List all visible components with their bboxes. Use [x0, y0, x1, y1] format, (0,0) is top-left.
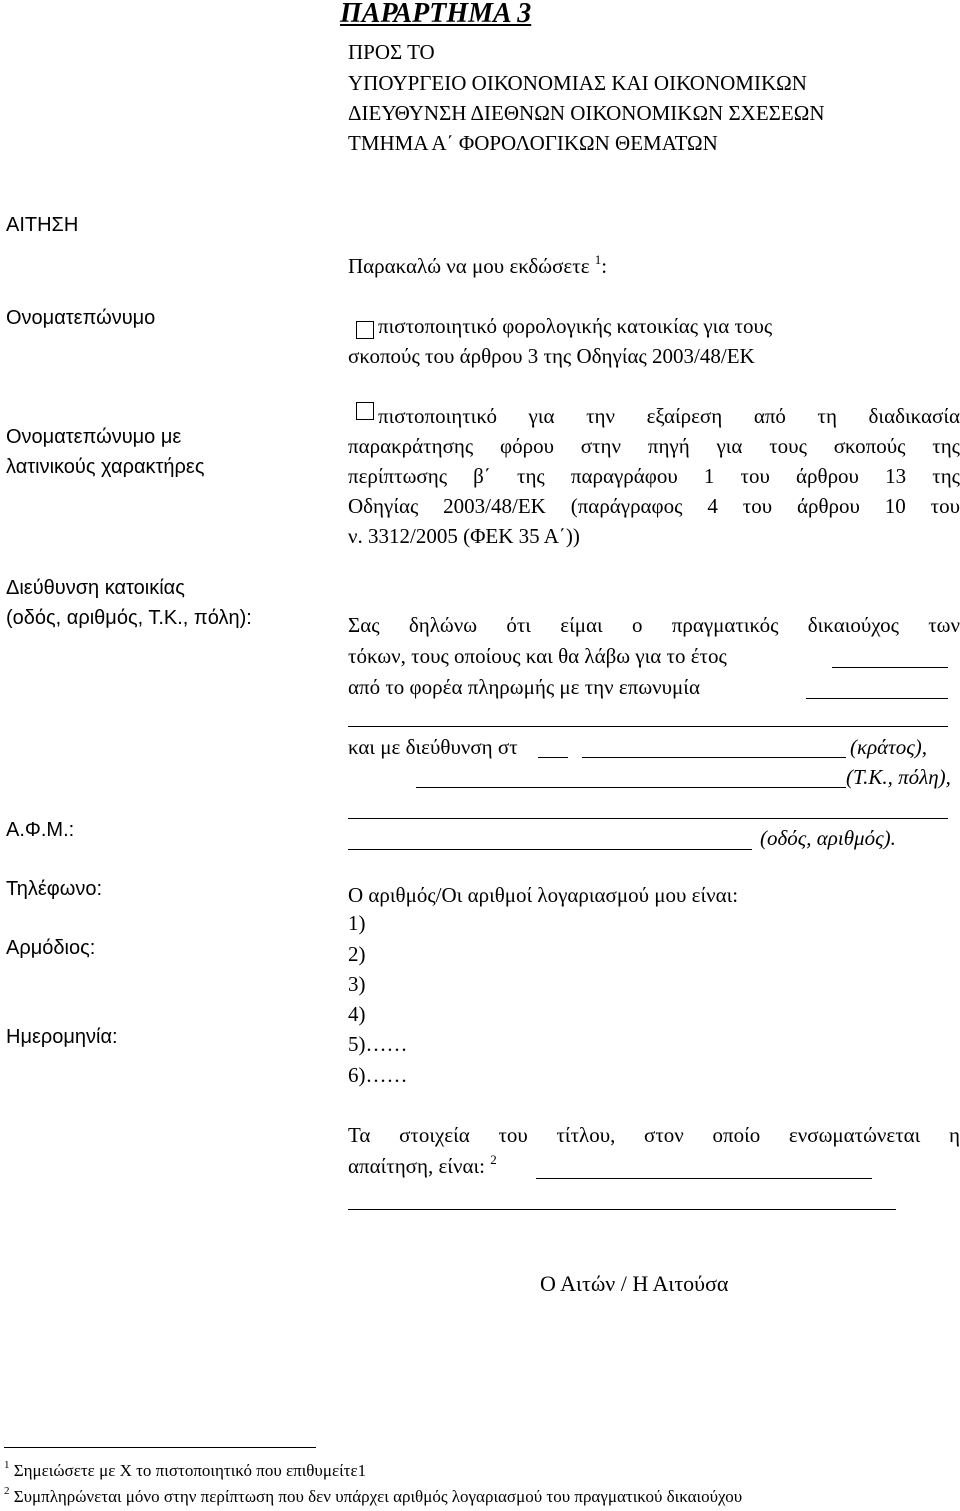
option2-text-line-4: Οδηγίας 2003/48/ΕΚ (παράγραφος 4 του άρθρου 10 του: [348, 494, 960, 518]
option2-text-line-5: ν. 3312/2005 (ΦΕΚ 35 Α΄)): [348, 524, 580, 548]
address-label-1: Διεύθυνση κατοικίας: [6, 577, 185, 599]
account-item-3: 3): [348, 972, 366, 996]
page-title: ΠΑΡΑΡΤΗΜΑ 3: [340, 0, 532, 29]
latin-name-label-1: Ονοματεπώνυμο με: [6, 426, 182, 448]
option1-text-line-1: πιστοποιητικό φορολογικής κατοικίας για τους: [378, 314, 773, 338]
street-number-hint: (οδός, αριθμός).: [760, 826, 896, 850]
option2-text-line-3: περίπτωσης β΄ της παραγράφου 1 του άρθρου 13 της: [348, 464, 960, 488]
street-number-field[interactable]: [348, 849, 752, 850]
responsible-label: Αρμόδιος:: [6, 937, 96, 959]
footnote-separator: [4, 1447, 316, 1448]
account-item-4: 4): [348, 1002, 366, 1026]
postcode-city-field[interactable]: [416, 787, 846, 788]
account-item-5: 5)……: [348, 1032, 408, 1056]
phone-label: Τηλέφωνο:: [6, 878, 103, 900]
option1-text-line-2: σκοπούς του άρθρου 3 της Οδηγίας 2003/48/ΕΚ: [348, 344, 755, 368]
title-info-field-cont[interactable]: [348, 1209, 896, 1210]
option1-checkbox[interactable]: [356, 321, 374, 339]
year-field[interactable]: [832, 667, 948, 668]
address-label-2: (οδός, αριθμός, Τ.Κ., πόλη):: [6, 607, 252, 629]
request-intro: Παρακαλώ να μου εκδώσετε $^1$:: [348, 252, 608, 278]
signature-label: Ο Αιτών / Η Αιτούσα: [540, 1271, 729, 1296]
recipient-line-2: ΥΠΟΥΡΓΕΙΟ ΟΙΚΟΝΟΜΙΑΣ ΚΑΙ ΟΙΚΟΝΟΜΙΚΩΝ: [348, 71, 807, 95]
option2-text-line-1: πιστοποιητικό για την εξαίρεση από τη διαδικασία: [378, 404, 960, 428]
title-info-field[interactable]: [536, 1178, 872, 1179]
account-item-2: 2): [348, 942, 366, 966]
title-info-line-2: απαίτηση, είναι: $^2$: [348, 1152, 497, 1178]
declaration-line-1: Σας δηλώνω ότι είμαι ο πραγματικός δικαιούχος των: [348, 613, 960, 637]
footnote-1: $^1$ Σημειώσετε με Χ το πιστοποιητικό που επιθυμείτε1: [4, 1459, 367, 1480]
title-info-line-1: Τα στοιχεία του τίτλου, στον οποίο ενσωματώνεται η: [348, 1123, 960, 1147]
date-label: Ημερομηνία:: [6, 1026, 118, 1048]
declaration-line-3: από το φορέα πληρωμής με την επωνυμία: [348, 675, 700, 699]
aitisi-heading: ΑΙΤΗΣΗ: [6, 214, 79, 236]
payer-name-field-cont[interactable]: [348, 726, 948, 727]
account-item-1: 1): [348, 911, 366, 935]
recipient-line-3: ΔΙΕΥΘΥΝΣΗ ΔΙΕΘΝΩΝ ΟΙΚΟΝΟΜΙΚΩΝ ΣΧΕΣΕΩΝ: [348, 101, 825, 125]
country-field[interactable]: [582, 757, 846, 758]
latin-name-label-2: λατινικούς χαρακτήρες: [6, 456, 205, 478]
address-article-field[interactable]: [538, 757, 568, 758]
name-label: Ονοματεπώνυμο: [6, 307, 156, 329]
postcode-city-hint: (Τ.Κ., πόλη),: [846, 765, 951, 789]
afm-label: Α.Φ.Μ.:: [6, 819, 75, 841]
option2-checkbox[interactable]: [356, 402, 374, 420]
account-item-6: 6)……: [348, 1063, 408, 1087]
street-field[interactable]: [348, 818, 948, 819]
payer-name-field[interactable]: [806, 698, 948, 699]
declaration-line-2: τόκων, τους οποίους και θα λάβω για το έτος: [348, 644, 727, 668]
country-hint: (κράτος),: [850, 735, 927, 759]
footnote-2: $^2$ Συμπληρώνεται μόνο στην περίπτωση που δεν υπάρχει αριθμός λογαριασμού του πραγματικού δικαιούχου: [4, 1485, 743, 1506]
declaration-address-prefix: και με διεύθυνση στ: [348, 735, 518, 759]
accounts-intro: Ο αριθμός/Οι αριθμοί λογαριασμού μου είναι:: [348, 883, 739, 907]
recipient-line-4: ΤΜΗΜΑ Α΄ ΦΟΡΟΛΟΓΙΚΩΝ ΘΕΜΑΤΩΝ: [348, 131, 718, 155]
option2-text-line-2: παρακράτησης φόρου στην πηγή για τους σκοπούς της: [348, 434, 960, 458]
recipient-line-1: ΠΡΟΣ ΤΟ: [348, 40, 435, 64]
